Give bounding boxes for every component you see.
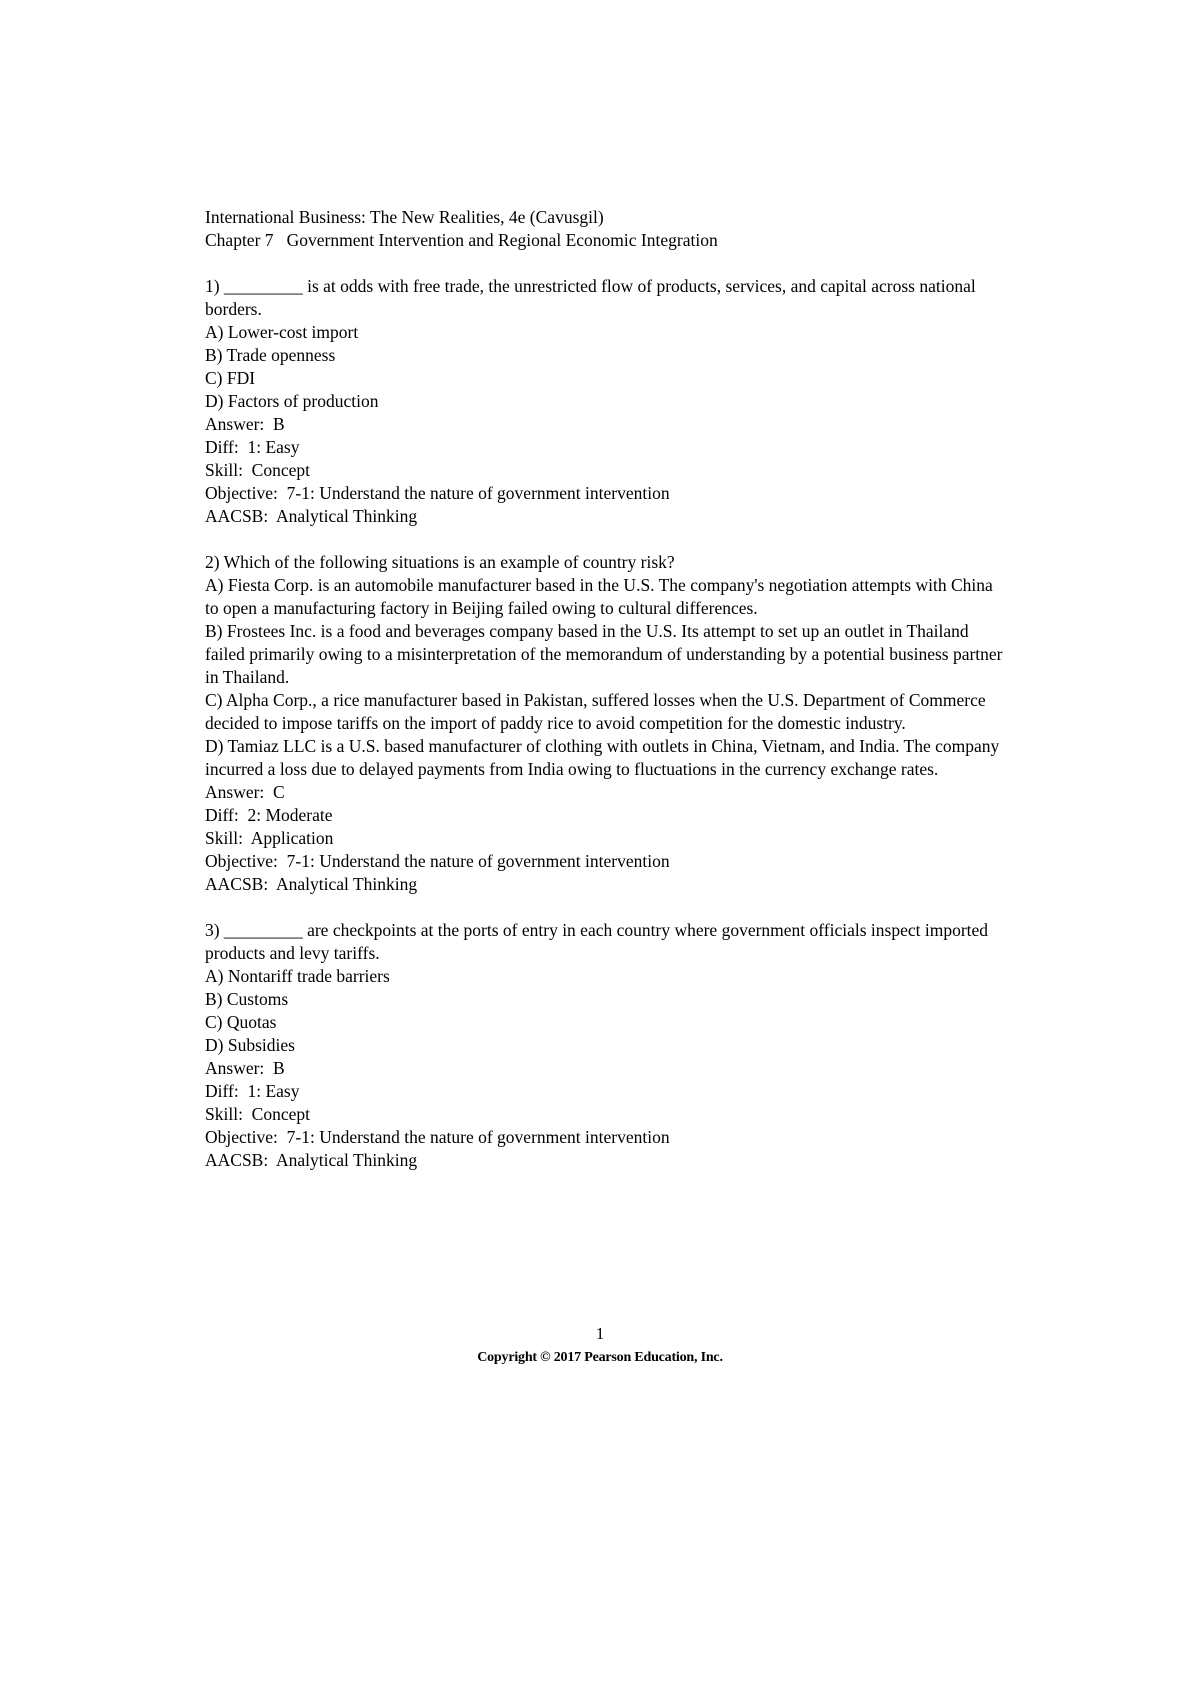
question-stem: 1) _________ is at odds with free trade, the unrestricted flow of products, services, and capital across national borders. [205,276,981,319]
objective: Objective: 7-1: Understand the nature of government intervention [205,483,670,503]
aacsb: AACSB: Analytical Thinking [205,1150,418,1170]
skill: Skill: Concept [205,460,310,480]
option-c: C) Alpha Corp., a rice manufacturer based in Pakistan, suffered losses when the U.S. Department of Commerce decided to impose tariffs on the import of paddy rice to avoid competition for the domestic industry. [205,690,991,733]
answer: Answer: C [205,782,285,802]
answer: Answer: B [205,1058,285,1078]
question-stem: 3) _________ are checkpoints at the ports of entry in each country where government officials inspect imported products and levy tariffs. [205,920,993,963]
answer: Answer: B [205,414,285,434]
skill: Skill: Application [205,828,334,848]
skill: Skill: Concept [205,1104,310,1124]
page-number: 1 [595,1324,605,1343]
difficulty: Diff: 2: Moderate [205,805,333,825]
difficulty: Diff: 1: Easy [205,1081,300,1101]
document-page [205,206,1005,1195]
difficulty: Diff: 1: Easy [205,437,300,457]
option-a: A) Lower-cost import [205,322,359,342]
book-title: International Business: The New Realities, 4e (Cavusgil) [205,207,604,227]
objective: Objective: 7-1: Understand the nature of government intervention [205,851,670,871]
chapter-title: Chapter 7 Government Intervention and Regional Economic Integration [205,230,718,250]
option-d: D) Subsidies [205,1035,295,1055]
aacsb: AACSB: Analytical Thinking [205,506,418,526]
option-b: B) Trade openness [205,345,336,365]
aacsb: AACSB: Analytical Thinking [205,874,418,894]
option-d: D) Tamiaz LLC is a U.S. based manufacturer of clothing with outlets in China, Vietnam, and India. The company incurred a loss due to delayed payments from India owing to fluctuations in the currency exchange rates. [205,736,1004,779]
option-b: B) Frostees Inc. is a food and beverages company based in the U.S. Its attempt to set up an outlet in Thailand failed primarily owing to a misinterpretation of the memorandum of understanding by a potential business partner in Thailand. [205,621,1007,687]
question-3 [205,919,1005,1172]
question-1 [205,275,1005,528]
option-a: A) Nontariff trade barriers [205,966,390,986]
option-d: D) Factors of production [205,391,379,411]
document-header [205,206,1005,252]
question-stem: 2) Which of the following situations is an example of country risk? [205,552,675,572]
option-c: C) Quotas [205,1012,277,1032]
option-c: C) FDI [205,368,256,388]
option-b: B) Customs [205,989,289,1009]
option-a: A) Fiesta Corp. is an automobile manufacturer based in the U.S. The company's negotiation attempts with China to open a manufacturing factory in Beijing failed owing to cultural differences. [205,575,998,618]
question-2 [205,551,1005,896]
copyright-notice: Copyright © 2017 Pearson Education, Inc. [477,1350,723,1365]
objective: Objective: 7-1: Understand the nature of government intervention [205,1127,670,1147]
